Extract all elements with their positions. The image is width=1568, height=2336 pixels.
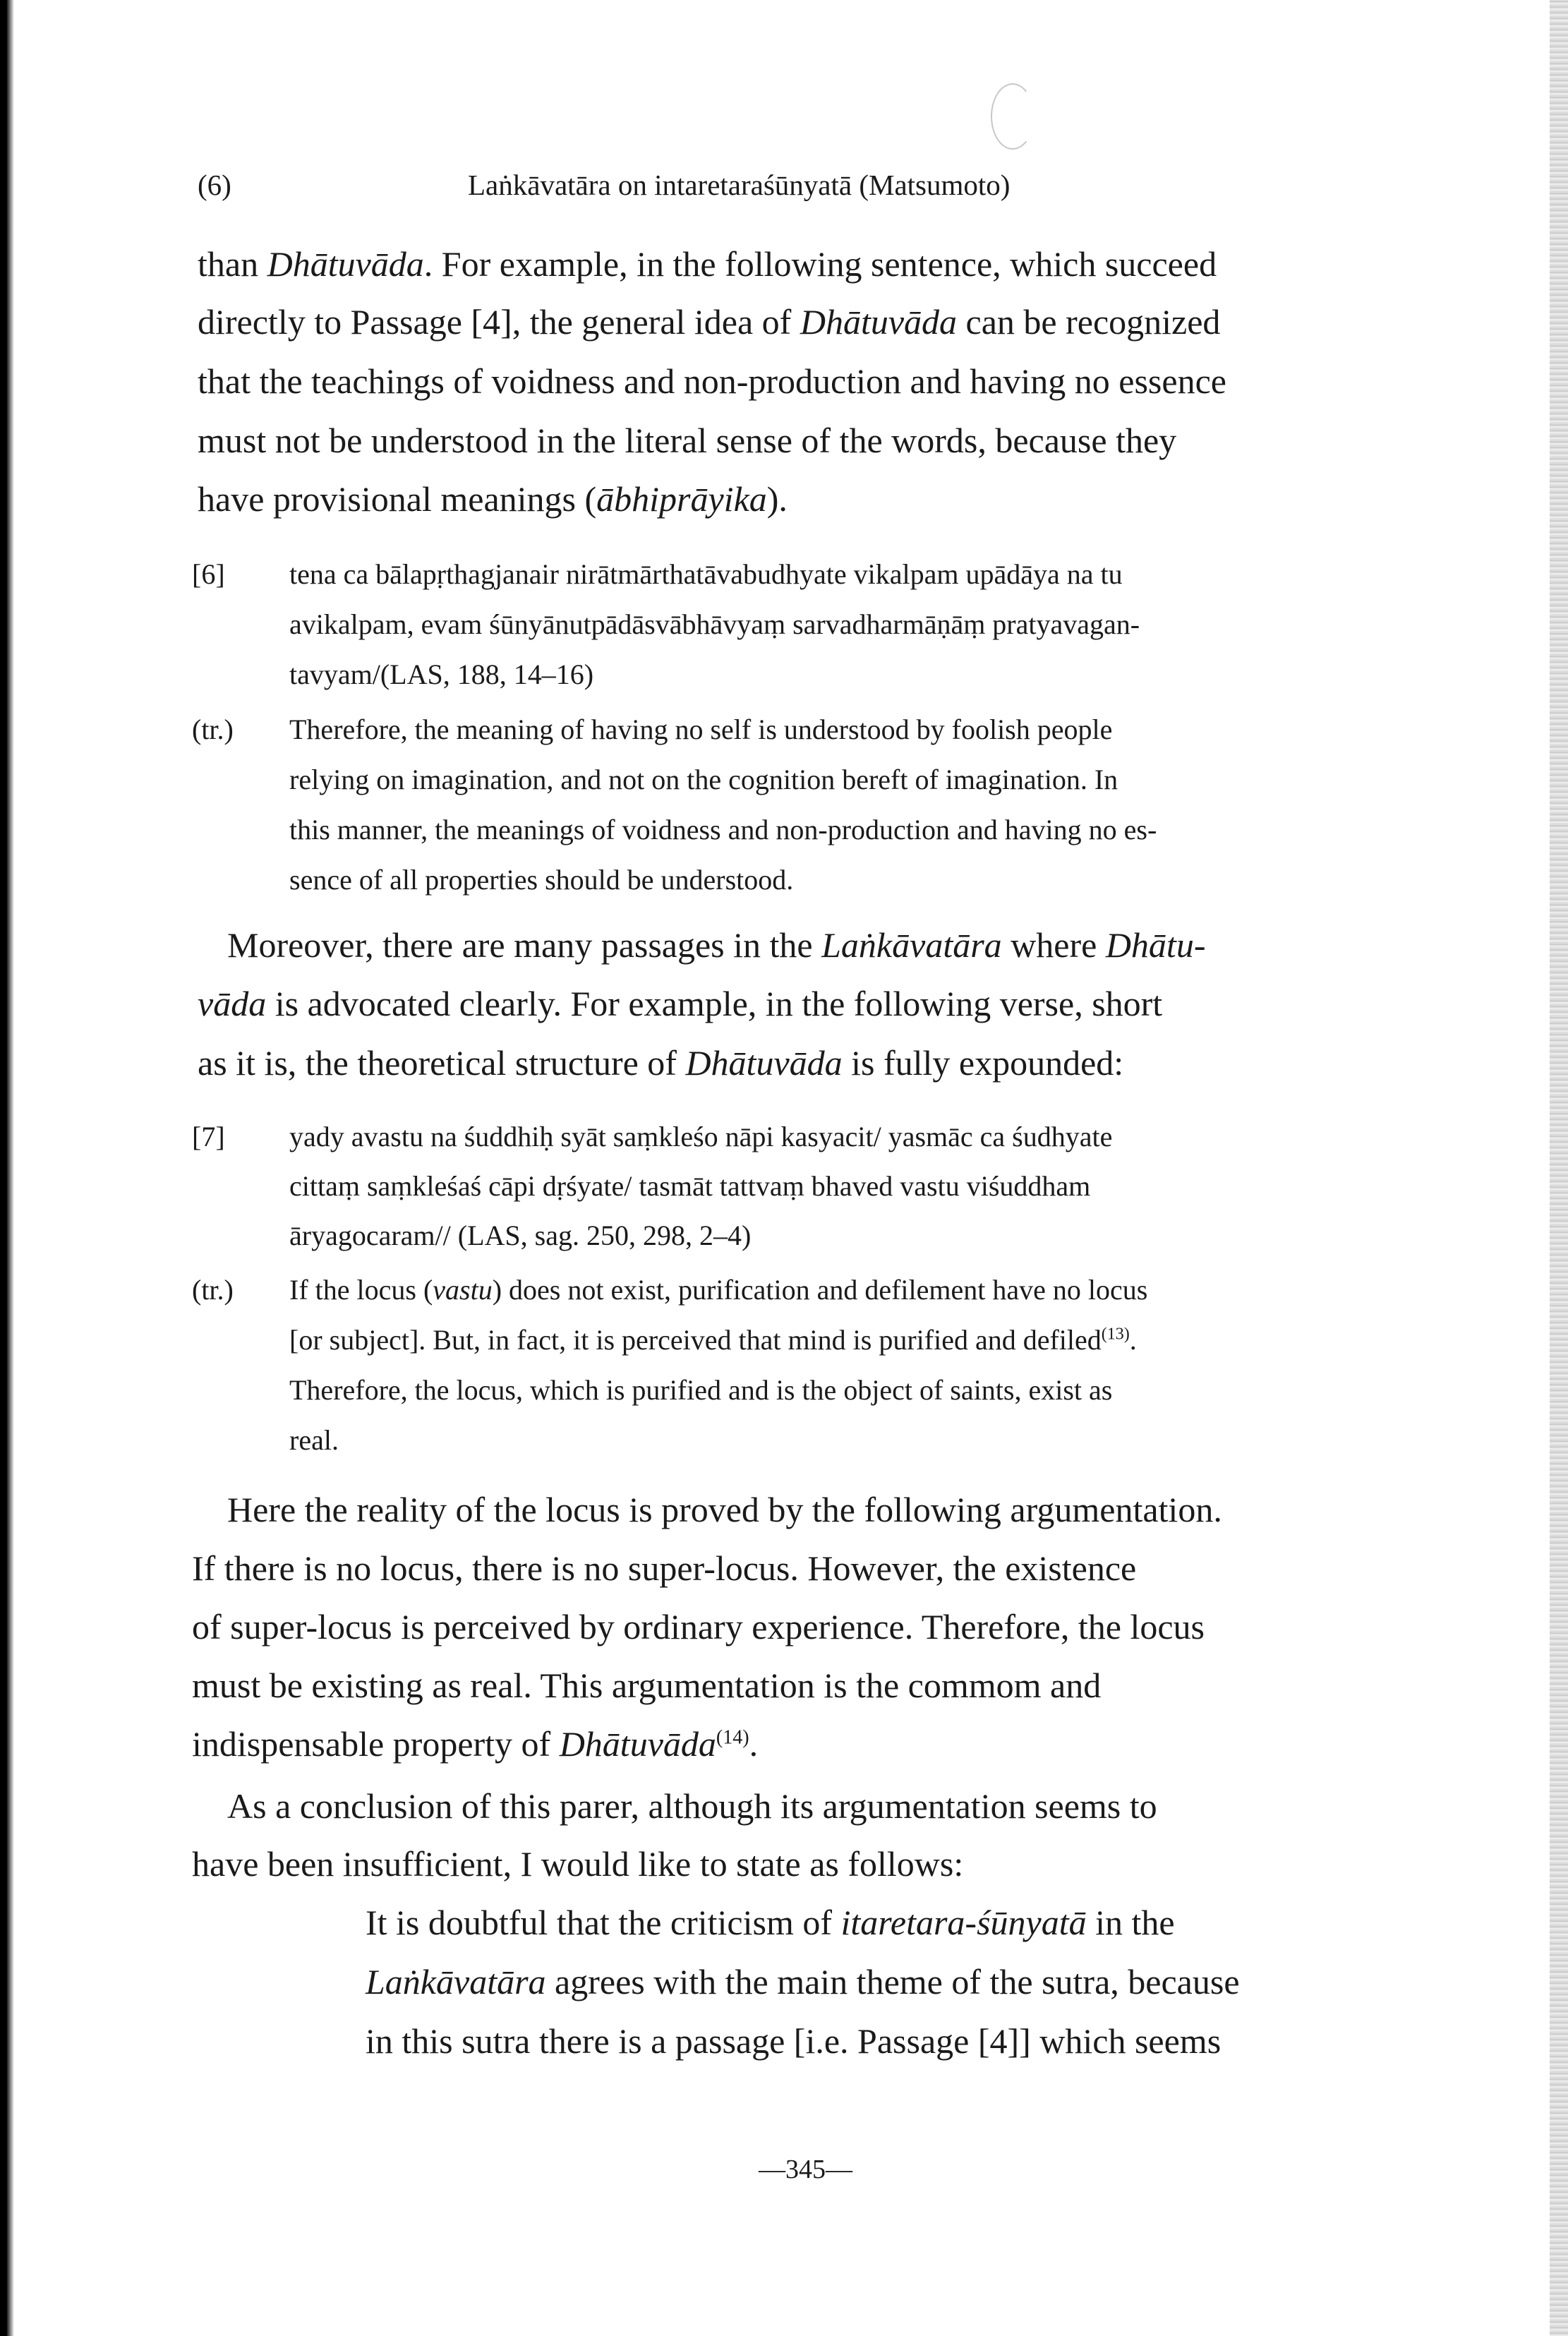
conclusion-line: Laṅkāvatāra agrees with the main theme of the sutra, because [366,1962,1240,2001]
paragraph-line: Moreover, there are many passages in the Laṅkāvatāra where Dhātu- [227,925,1206,965]
passage-label: [6] [192,558,225,590]
paragraph-line: as it is, the theoretical structure of Dhātuvāda is fully expounded: [198,1043,1124,1083]
running-title: Laṅkāvatāra on intaretaraśūnyatā (Matsumoto) [468,169,1011,201]
sanskrit-line: āryagocaram// (LAS, sag. 250, 298, 2–4) [289,1220,752,1251]
scan-mark [991,83,1035,150]
page-number-header: (6) [198,169,231,201]
translation-line: real. [289,1424,339,1456]
paragraph-line: vāda is advocated clearly. For example, in the following verse, short [198,984,1163,1023]
translation-line: relying on imagination, and not on the cognition bereft of imagination. In [289,764,1118,795]
paragraph-line: indispensable property of Dhātuvāda$^{(14)}$. [192,1724,759,1764]
translation-label: (tr.) [192,1274,234,1306]
paragraph-line: than Dhātuvāda. For example, in the following sentence, which succeed [198,244,1217,284]
sanskrit-line: yady avastu na śuddhiḥ syāt saṃkleśo nāpi kasyacit/ yasmāc ca śudhyate [289,1121,1113,1152]
sanskrit-line: tavyam/(LAS, 188, 14–16) [289,658,594,690]
paragraph-line: have been insufficient, I would like to state as follows: [192,1844,964,1884]
translation-line: If the locus (vastu) does not exist, purification and defilement have no locus [289,1274,1148,1306]
sanskrit-line: avikalpam, evam śūnyānutpādāsvābhāvyaṃ sarvadharmāṇāṃ pratyavagan- [289,608,1140,640]
paragraph-line: Here the reality of the locus is proved by the following argumentation. [227,1490,1222,1529]
translation-label: (tr.) [192,714,234,745]
passage-label: [7] [192,1121,225,1152]
paragraph-line: have provisional meanings (ābhiprāyika). [198,479,788,519]
translation-line: Therefore, the meaning of having no self is understood by foolish people [289,714,1113,745]
footnote-ref: (13) [1101,1325,1130,1344]
scan-page-edge [1550,0,1568,2336]
conclusion-line: It is doubtful that the criticism of itaretara-śūnyatā in the [366,1903,1175,1942]
sanskrit-line: cittaṃ saṃkleśaś cāpi dṛśyate/ tasmāt tattvaṃ bhaved vastu viśuddham [289,1170,1091,1202]
paragraph-line: of super-locus is perceived by ordinary experience. Therefore, the locus [192,1607,1205,1646]
scan-binding-edge [0,0,14,2336]
paragraph-line: directly to Passage [4], the general idea of Dhātuvāda can be recognized [198,302,1221,342]
paragraph-line: As a conclusion of this parer, although its argumentation seems to [227,1786,1157,1826]
conclusion-line: in this sutra there is a passage [i.e. Passage [4]] which seems [366,2021,1222,2061]
translation-line: [or subject]. But, in fact, it is perceived that mind is purified and defiled$^{(13)}$. [289,1324,1137,1356]
paragraph-line: If there is no locus, there is no super-locus. However, the existence [192,1548,1137,1588]
footnote-ref: (14) [716,1726,749,1749]
paragraph-line: must be existing as real. This argumentation is the commom and [192,1666,1102,1705]
sanskrit-line: tena ca bālapṛthagjanair nirātmārthatāvabudhyate vikalpam upādāya na tu [289,558,1123,590]
translation-line: sence of all properties should be understood. [289,864,794,896]
paragraph-line: must not be understood in the literal sense of the words, because they [198,421,1177,460]
translation-line: Therefore, the locus, which is purified and is the object of saints, exist as [289,1374,1113,1406]
translation-line: this manner, the meanings of voidness and non-production and having no es- [289,814,1157,845]
paragraph-line: that the teachings of voidness and non-production and having no essence [198,361,1226,401]
page-folio: —345— [759,2155,852,2184]
